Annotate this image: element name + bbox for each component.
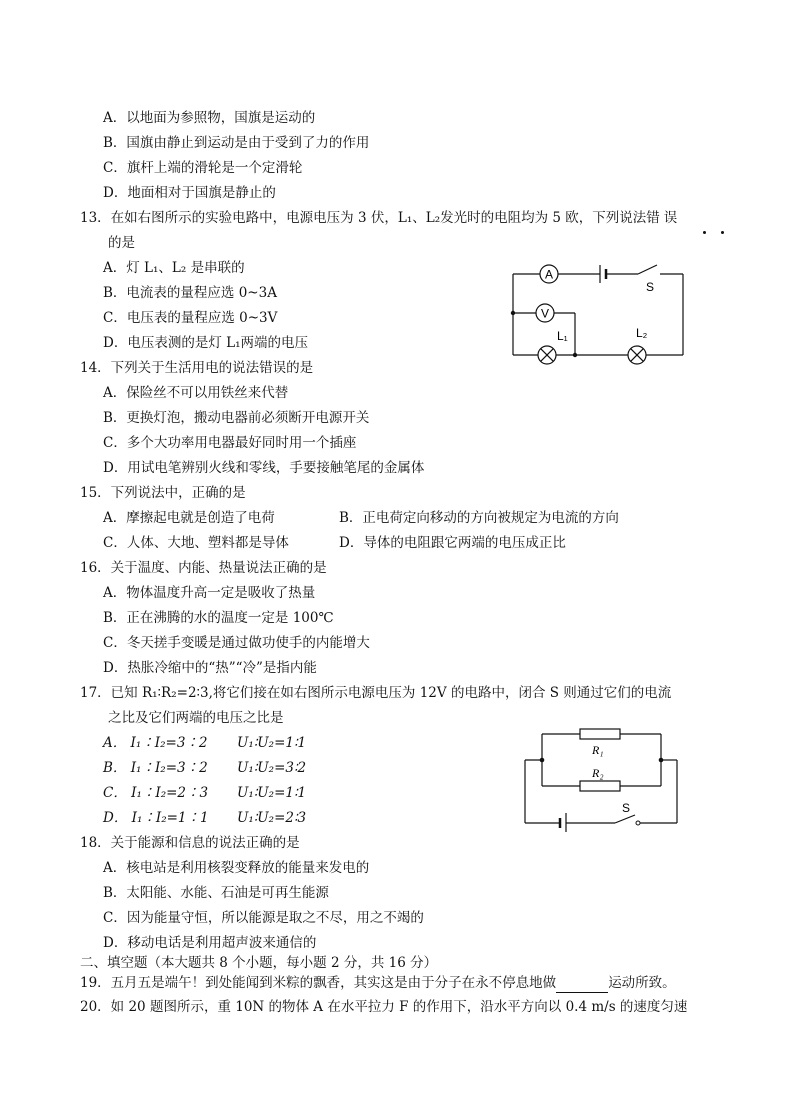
q16-option-d: D．热胀冷缩中的“热”“冷”是指内能: [103, 660, 317, 676]
q12-option-c: C．旗杆上端的滑轮是一个定滑轮: [103, 160, 303, 176]
q16-option-b: B．正在沸腾的水的温度一定是 100℃: [103, 610, 334, 626]
q15-option-b: B．正电荷定向移动的方向被规定为电流的方向: [339, 510, 619, 526]
q17-stem-line2: 之比及它们两端的电压之比是: [108, 710, 284, 726]
r1-label: R₁: [592, 743, 604, 757]
emphasis-dot: [703, 231, 706, 234]
r2-label: R₂: [592, 766, 604, 780]
q15-option-a: A．摩擦起电就是创造了电荷: [103, 510, 275, 526]
q17-option-a-current: A． I₁∶I₂=3∶2: [103, 735, 208, 751]
ammeter-label: A: [544, 267, 554, 282]
emphasis-dot: [721, 231, 724, 234]
q17-option-b-current: B． I₁∶I₂=3∶2: [103, 760, 208, 776]
section-heading: 二、填空题（本大题共 8 个小题，每小题 2 分，共 16 分）: [80, 955, 438, 971]
q14-option-d: D．用试电笔辨别火线和零线，手要接触笔尾的金属体: [103, 460, 425, 476]
q14-option-c: C．多个大功率用电器最好同时用一个插座: [103, 435, 357, 451]
q20-stem: 20．如 20 题图所示，重 10N 的物体 A 在水平拉力 F 的作用下，沿水平方向以 0.4 m/s 的速度匀速: [80, 999, 688, 1015]
q17-option-b-voltage: U₁∶U₂=3∶2: [237, 760, 307, 776]
q13-stem-line2: 的是: [108, 235, 135, 251]
q13-option-b: B．电流表的量程应选 0~3A: [103, 285, 277, 301]
q15-stem: 15．下列说法中，正确的是: [80, 485, 246, 501]
q17-option-c-voltage: U₁∶U₂=1∶1: [237, 785, 307, 801]
q17-option-c-current: C． I₁∶I₂=2∶3: [103, 785, 209, 801]
q14-option-b: B．更换灯泡，搬动电器前必须断开电源开关: [103, 410, 370, 426]
q12-option-b: B．国旗由静止到运动是由于受到了力的作用: [103, 135, 370, 151]
q13-option-d: D．电压表测的是灯 L₁两端的电压: [103, 335, 308, 351]
q14-option-a: A．保险丝不可以用铁丝来代替: [103, 385, 289, 401]
voltmeter-label: V: [540, 306, 550, 321]
q13-option-c: C．电压表的量程应选 0~3V: [103, 310, 278, 326]
lamp1-label: L₁: [557, 329, 568, 343]
q17-circuit-diagram: [520, 722, 690, 832]
q12-option-d: D．地面相对于国旗是静止的: [103, 185, 276, 201]
q18-option-d: D．移动电话是利用超声波来通信的: [103, 935, 317, 951]
q16-stem: 16．关于温度、内能、热量说法正确的是: [80, 560, 327, 576]
q15-option-c: C．人体、大地、塑料都是导体: [103, 535, 289, 551]
q13-circuit-diagram: [505, 258, 690, 368]
q19-stem: 19．五月五是端午！到处能闻到米粽的飘香，其实这是由于分子在永不停息地做 运动所致。: [80, 975, 676, 991]
q16-option-a: A．物体温度升高一定是吸收了热量: [103, 585, 316, 601]
emphasis-dotted: 错误: [646, 210, 682, 226]
q17-stem-line1: 17．已知 R₁∶R₂=2∶3,将它们接在如右图所示电源电压为 12V 的电路中，闭合 S 则通过它们的电流: [80, 685, 672, 701]
q14-stem: 14．下列关于生活用电的说法错误的是: [80, 360, 314, 376]
q15-option-d: D．导体的电阻跟它两端的电压成正比: [339, 535, 566, 551]
q16-option-c: C．冬天搓手变暖是通过做功使手的内能增大: [103, 635, 370, 651]
switch-label: S: [646, 280, 655, 294]
q13-option-a: A．灯 L₁、L₂ 是串联的: [103, 260, 245, 276]
q17-option-d-current: D． I₁∶I₂=1∶1: [103, 810, 209, 826]
lamp2-label: L₂: [636, 326, 648, 340]
answer-blank[interactable]: [556, 978, 608, 993]
q12-option-a: A．以地面为参照物，国旗是运动的: [103, 110, 316, 126]
q17-option-a-voltage: U₁∶U₂=1∶1: [237, 735, 307, 751]
switch-label: S: [622, 801, 631, 815]
q17-option-d-voltage: U₁∶U₂=2∶3: [237, 810, 307, 826]
q18-option-b: B．太阳能、水能、石油是可再生能源: [103, 885, 329, 901]
q18-stem: 18．关于能源和信息的说法正确的是: [80, 835, 300, 851]
q18-option-a: A．核电站是利用核裂变释放的能量来发电的: [103, 860, 370, 876]
q18-option-c: C．因为能量守恒，所以能源是取之不尽，用之不竭的: [103, 910, 424, 926]
q13-stem-line1: 13．在如右图所示的实验电路中，电源电压为 3 伏，L₁、L₂发光时的电阻均为 5 欧，下列说法错误: [80, 210, 682, 226]
